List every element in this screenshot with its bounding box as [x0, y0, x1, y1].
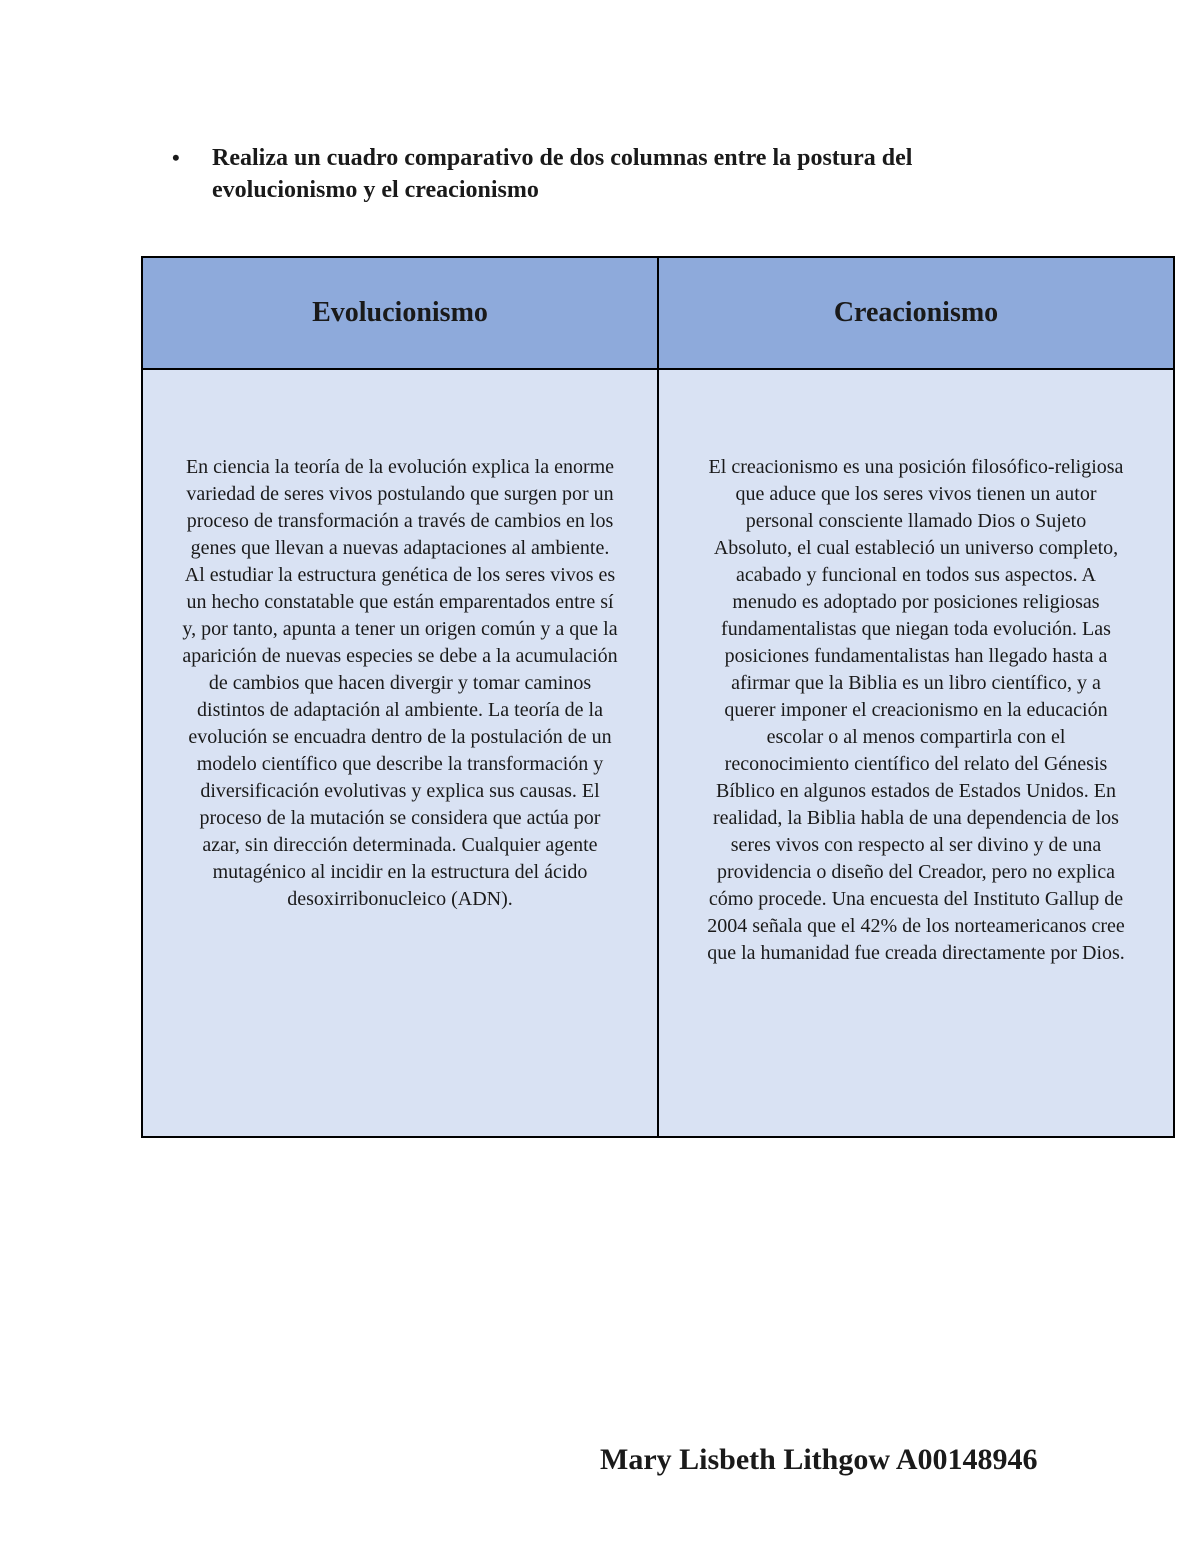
author-signature: Mary Lisbeth Lithgow A00148946 [600, 1443, 1038, 1476]
evolucionismo-text: En ciencia la teoría de la evolución explica la enorme variedad de seres vivos postulando que surgen por un proceso de transformación a través de cambios en los genes que llevan a nuevas adaptaciones al ambiente. Al estudiar la estructura genética de los seres vivos es un hecho constatable que están emparentados entre sí y, por tanto, apunta a tener un origen común y a que la aparición de nuevas especies se debe a la acumulación de cambios que hacen divergir y tomar caminos distintos de adaptación al ambiente. La teoría de la evolución se encuadra dentro de la postulación de un modelo científico que describe la transformación y diversificación evolutivas y explica sus causas. El proceso de la mutación se considera que actúa por azar, sin dirección determinada. Cualquier agente mutagénico al incidir en la estructura del ácido desoxirribonucleico (ADN). [182, 456, 618, 910]
cell-creacionismo [658, 369, 1174, 1137]
table-header-row [142, 257, 1174, 369]
cell-evolucionismo [142, 369, 658, 1137]
comparison-table [141, 256, 1175, 1138]
header-evolucionismo: Evolucionismo [142, 257, 658, 369]
instruction-item [172, 142, 1072, 206]
instruction-text: Realiza un cuadro comparativo de dos columnas entre la postura del evolucionismo y el creacionismo [212, 145, 913, 203]
bullet-icon: • [172, 145, 180, 170]
header-creacionismo: Creacionismo [658, 257, 1174, 369]
table-body-row [142, 369, 1174, 1137]
creacionismo-text: El creacionismo es una posición filosófico-religiosa que aduce que los seres vivos tienen un autor personal consciente llamado Dios o Sujeto Absoluto, el cual estableció un universo completo, acabado y funcional en todos sus aspectos. A menudo es adoptado por posiciones religiosas fundamentalistas que niegan toda evolución. Las posiciones fundamentalistas han llegado hasta a afirmar que la Biblia es un libro científico, y a querer imponer el creacionismo en la educación escolar o al menos compartirla con el reconocimiento científico del relato del Génesis Bíblico en algunos estados de Estados Unidos. En realidad, la Biblia habla de una dependencia de los seres vivos con respecto al ser divino y de una providencia o diseño del Creador, pero no explica cómo procede. Una encuesta del Instituto Gallup de 2004 señala que el 42% de los norteamericanos cree que la humanidad fue creada directamente por Dios. [707, 456, 1125, 964]
